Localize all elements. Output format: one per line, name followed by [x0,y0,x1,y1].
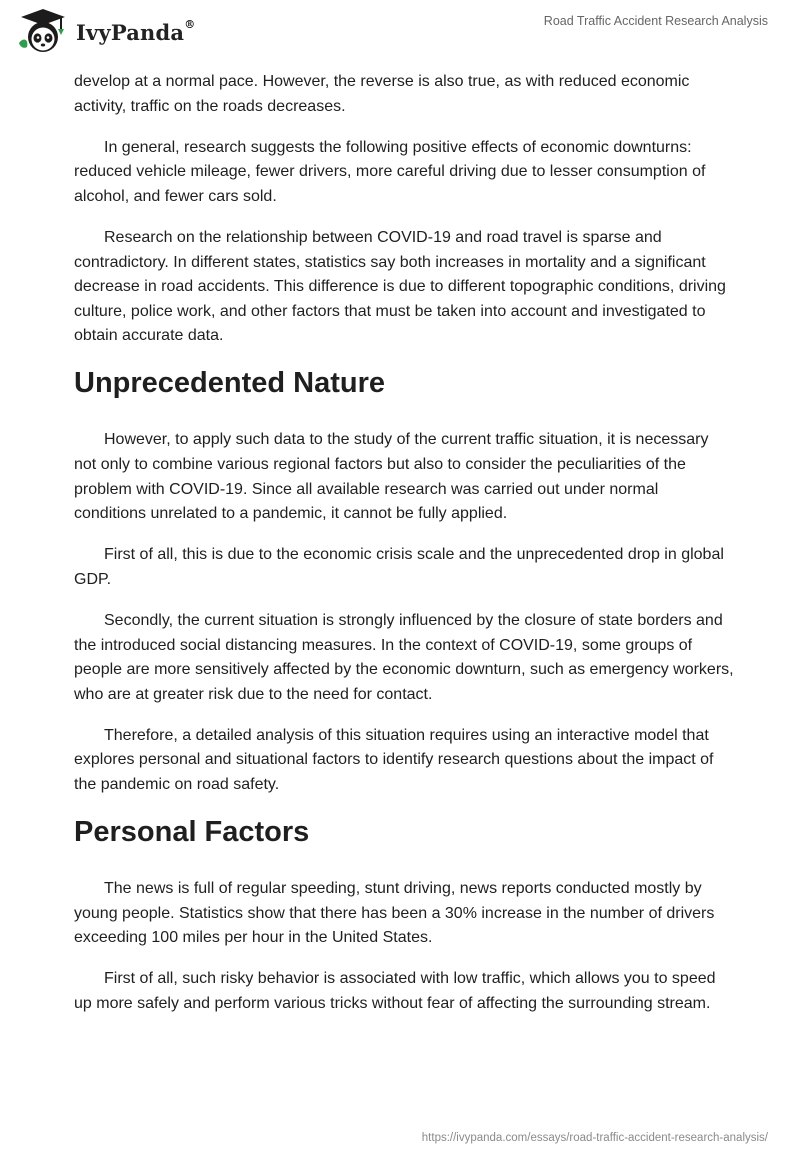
paragraph: Therefore, a detailed analysis of this situation requires using an interactive model that explores personal and situational factors to identify research questions about the impact of the pandemic on road safety. [74,726,714,794]
essay-body [74,70,734,1033]
document-title: Road Traffic Accident Research Analysis [543,14,768,28]
paragraph: First of all, this is due to the economic crisis scale and the unprecedented drop in global GDP. [74,546,724,588]
brand-name: IvyPanda® [76,17,196,45]
paragraph: However, to apply such data to the study of the current traffic situation, it is necessary not only to combine various regional factors but also to consider the peculiarities of the problem with COVID-19. Since all available research was carried out under normal conditions unrelated to a pandemic, it cannot be fully applied. [74,431,709,523]
section-heading-personal-factors: Personal Factors [74,816,310,849]
paragraph: Secondly, the current situation is strongly influenced by the closure of state borders and the introduced social distancing measures. In the context of COVID-19, some groups of people are more sensitively affected by the economic downturn, such as emergency workers, who are at greater risk due to the need for contact. [74,612,734,703]
source-url[interactable]: https://ivypanda.com/essays/road-traffic-accident-research-analysis/ [421,1132,768,1144]
paragraph: The news is full of regular speeding, stunt driving, news reports conducted mostly by young people. Statistics show that there has been a 30% increase in the number of drivers exceeding 100 miles per hour in the United States. [74,880,715,947]
panda-graduate-icon [15,7,71,55]
page-header [0,0,800,68]
section-heading-unprecedented-nature: Unprecedented Nature [74,367,386,400]
paragraph: In general, research suggests the following positive effects of economic downturns: reduced vehicle mileage, fewer drivers, more careful driving due to lesser consumption of alcohol, and fewer cars sold. [74,138,706,205]
paragraph: develop at a normal pace. However, the reverse is also true, as with reduced economic activity, traffic on the roads decreases. [74,73,690,115]
paragraph: Research on the relationship between COVID-19 and road travel is sparse and contradictory. In different states, statistics say both increases in mortality and a significant decrease in road accidents. This difference is due to different topographic conditions, driving culture, police work, and other factors that must be taken into account and investigated to obtain accurate data. [74,228,726,345]
paragraph: First of all, such risky behavior is associated with low traffic, which allows you to speed up more safely and perform various tricks without fear of affecting the surrounding stream. [74,970,716,1013]
ivypanda-logo[interactable] [15,7,195,55]
registered-mark: ® [184,17,196,31]
